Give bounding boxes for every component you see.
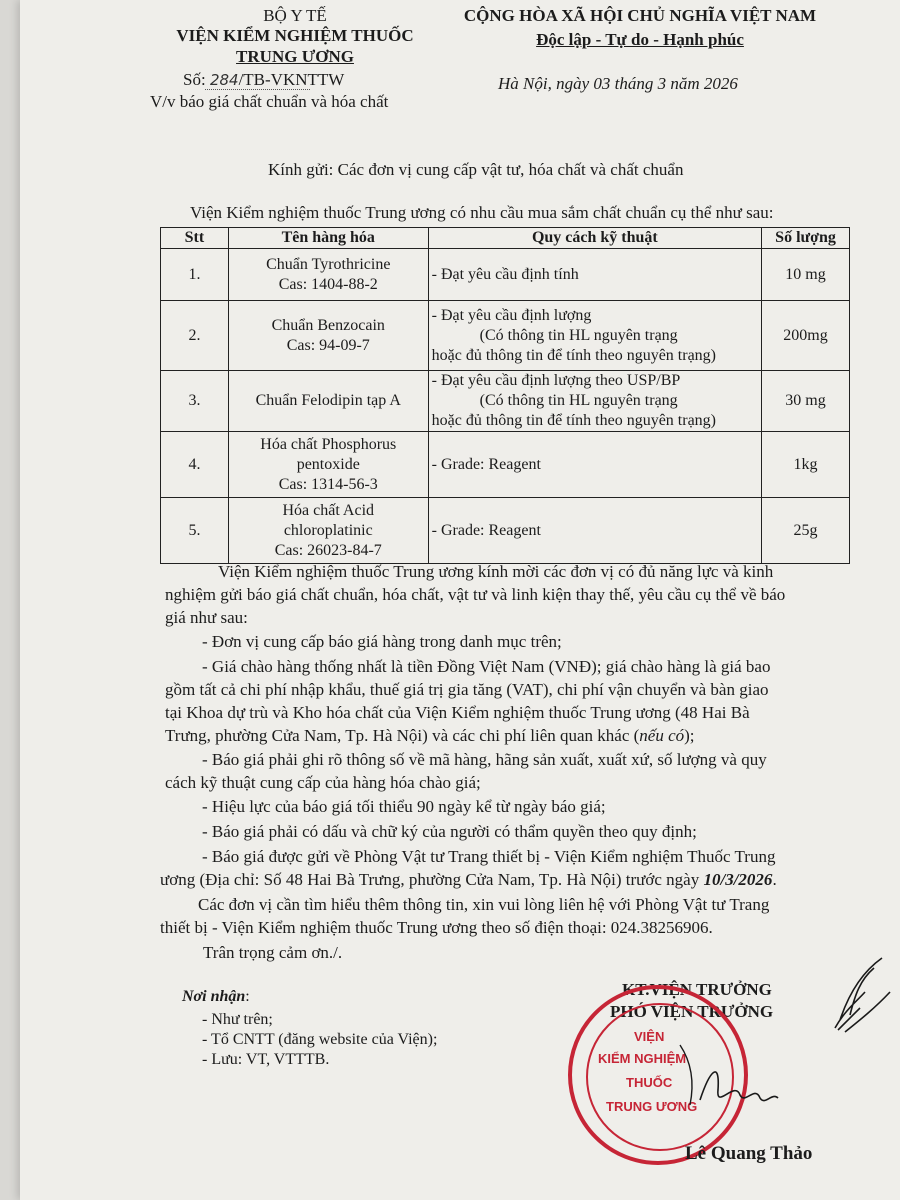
table-header-row — [161, 228, 850, 249]
table-row — [161, 498, 850, 564]
institute-name-line1: VIỆN KIỂM NGHIỆM THUỐC — [176, 26, 414, 45]
header-item-name: Tên hàng hóa — [228, 228, 428, 249]
national-motto — [420, 30, 860, 50]
stamp-text: VIỆN — [634, 1029, 665, 1044]
signature-title-line2: PHÓ VIỆN TRƯỞNG — [610, 1002, 774, 1021]
paragraph-line: giá như sau: — [165, 608, 248, 627]
header-stt: Stt — [161, 228, 229, 249]
document-subject: V/v báo giá chất chuẩn và hóa chất — [150, 92, 389, 111]
text-span-italic: nếu có — [639, 726, 685, 745]
spec-line: (Có thông tin HL nguyên trạng — [479, 326, 678, 344]
row-quantity: 1kg — [762, 432, 850, 498]
name-line: Chuẩn Benzocain — [271, 316, 385, 334]
institute-name-line2 — [145, 47, 445, 67]
spec-line: hoặc đủ thông tin để tính theo nguyên trạng) — [431, 346, 717, 364]
spec-line: (Có thông tin HL nguyên trạng — [479, 392, 678, 409]
row-stt: 3. — [161, 371, 229, 432]
row-stt: 1. — [161, 249, 229, 301]
name-line: pentoxide — [296, 455, 360, 473]
name-line: chloroplatinic — [283, 521, 373, 539]
bullet-line: - Giá chào hàng thống nhất là tiền Đồng Việt Nam (VNĐ); giá chào hàng là giá bao — [202, 657, 771, 676]
ministry-name: BỘ Y TẾ — [263, 6, 327, 25]
paragraph-line: nghiệm gửi báo giá chất chuẩn, hóa chất, vật tư và linh kiện thay thế, yêu cầu cụ thể về báo — [165, 585, 786, 604]
row-stt: 2. — [161, 301, 229, 371]
recipients-colon: : — [245, 988, 250, 1005]
name-line: Chuẩn Tyrothricine — [266, 255, 391, 273]
number-suffix: /TB-VKNTTW — [238, 70, 345, 89]
name-line: Hóa chất Acid — [282, 501, 375, 519]
bullet-line: - Hiệu lực của báo giá tối thiểu 90 ngày kể từ ngày báo giá; — [202, 797, 606, 816]
name-line: Cas: 1314-56-3 — [278, 475, 378, 493]
spec-line: - Grade: Reagent — [431, 521, 541, 539]
number-prefix: Số: — [183, 70, 206, 89]
signer-name: Lê Quang Thảo — [685, 1143, 813, 1164]
handwritten-signature — [660, 950, 900, 1120]
row-stt: 5. — [161, 498, 229, 564]
recipient-line: Kính gửi: Các đơn vị cung cấp vật tư, hóa chất và chất chuẩn — [268, 160, 684, 179]
bullet-line: cách kỹ thuật cung cấp của hàng hóa chào giá; — [165, 773, 481, 792]
recipients-title — [182, 988, 250, 1006]
row-spec — [428, 432, 761, 498]
row-quantity: 10 mg — [762, 249, 850, 301]
closing-line: Trân trọng cảm ơn./. — [203, 943, 343, 962]
text-span: . — [772, 870, 777, 889]
country-name: CỘNG HÒA XÃ HỘI CHỦ NGHĨA VIỆT NAM — [463, 6, 817, 25]
table-row — [161, 432, 850, 498]
national-motto-text: Độc lập - Tự do - Hạnh phúc — [536, 30, 744, 49]
row-quantity: 30 mg — [762, 371, 850, 432]
stamp-text: THUỐC — [626, 1075, 673, 1090]
row-spec — [428, 301, 761, 371]
paragraph-line: thiết bị - Viện Kiểm nghiệm thuốc Trung ương theo số điện thoại: 024.38256906. — [160, 918, 713, 937]
name-line: Chuẩn Felodipin tạp A — [255, 392, 401, 409]
bullet-line: tại Khoa dự trù và Kho hóa chất của Viện Kiểm nghiệm thuốc Trung ương (48 Hai Bà — [165, 703, 750, 722]
bullet-line: - Báo giá được gửi về Phòng Vật tư Trang thiết bị - Viện Kiểm nghiệm Thuốc Trung — [202, 847, 776, 866]
row-stt: 4. — [161, 432, 229, 498]
name-line: Cas: 26023-84-7 — [274, 541, 382, 559]
bullet-line: gồm tất cả chi phí nhập khẩu, thuế giá trị gia tăng (VAT), chi phí vận chuyển và bàn giao — [165, 680, 769, 699]
paragraph-line: Viện Kiểm nghiệm thuốc Trung ương kính mời các đơn vị có đủ năng lực và kinh — [218, 562, 774, 581]
bullet-line: - Báo giá phải ghi rõ thông số về mã hàng, hãng sản xuất, xuất xứ, số lượng và quy — [202, 750, 767, 769]
document-page — [20, 0, 900, 1200]
text-span: ương (Địa chỉ: Số 48 Hai Bà Trưng, phường Cửa Nam, Tp. Hà Nội) trước ngày — [160, 870, 704, 889]
paragraph-line: Các đơn vị cần tìm hiểu thêm thông tin, xin vui lòng liên hệ với Phòng Vật tư Trang — [198, 895, 770, 914]
text-span: Trưng, phường Cửa Nam, Tp. Hà Nội) và các chi phí liên quan khác ( — [165, 726, 640, 745]
row-item-name — [228, 301, 428, 371]
table-row — [161, 249, 850, 301]
bullet-line — [160, 868, 777, 891]
deadline-date: 10/3/2026 — [703, 870, 773, 889]
recipient-item: - Lưu: VT, VTTTB. — [202, 1051, 330, 1068]
spec-line: - Đạt yêu cầu định lượng — [431, 306, 592, 324]
recipient-item: - Tổ CNTT (đăng website của Viện); — [202, 1031, 438, 1048]
number-underline — [205, 89, 310, 90]
row-item-name — [228, 371, 428, 432]
spec-line: hoặc đủ thông tin để tính theo nguyên trạng) — [431, 412, 717, 429]
items-table — [160, 227, 850, 564]
row-item-name — [228, 432, 428, 498]
recipients-title-text: Nơi nhận — [182, 988, 246, 1005]
table-row — [161, 371, 850, 432]
row-spec — [428, 249, 761, 301]
signature-title-line1: KT.VIỆN TRƯỞNG — [622, 980, 772, 999]
name-line: Cas: 1404-88-2 — [278, 275, 378, 293]
bullet-line — [165, 724, 695, 747]
spec-line: - Đạt yêu cầu định tính — [431, 265, 579, 283]
intro-line: Viện Kiểm nghiệm thuốc Trung ương có nhu cầu mua sắm chất chuẩn cụ thể như sau: — [190, 203, 774, 222]
spec-line: - Đạt yêu cầu định lượng theo USP/BP — [431, 372, 681, 389]
issue-date: Hà Nội, ngày 03 tháng 3 năm 2026 — [498, 74, 738, 93]
table-row — [161, 301, 850, 371]
row-item-name — [228, 249, 428, 301]
header-quantity: Số lượng — [762, 228, 850, 249]
recipient-item: - Như trên; — [202, 1011, 273, 1028]
institute-name-line2-text: TRUNG ƯƠNG — [236, 47, 354, 66]
spec-line: - Grade: Reagent — [431, 455, 541, 473]
row-spec — [428, 498, 761, 564]
name-line: Cas: 94-09-7 — [286, 336, 370, 354]
header-spec: Quy cách kỹ thuật — [428, 228, 761, 249]
row-quantity: 25g — [762, 498, 850, 564]
number-handwritten: 284 — [209, 71, 239, 89]
document-number — [183, 70, 344, 90]
stamp-text: KIỂM NGHIỆM — [598, 1051, 687, 1066]
row-item-name — [228, 498, 428, 564]
row-quantity: 200mg — [762, 301, 850, 371]
bullet-line: - Đơn vị cung cấp báo giá hàng trong danh mục trên; — [202, 632, 562, 651]
stamp-text: TRUNG ƯƠNG — [606, 1099, 698, 1114]
text-span: ); — [684, 726, 695, 745]
name-line: Hóa chất Phosphorus — [260, 435, 397, 453]
bullet-line: - Báo giá phải có dấu và chữ ký của người có thẩm quyền theo quy định; — [202, 822, 697, 841]
row-spec — [428, 371, 761, 432]
